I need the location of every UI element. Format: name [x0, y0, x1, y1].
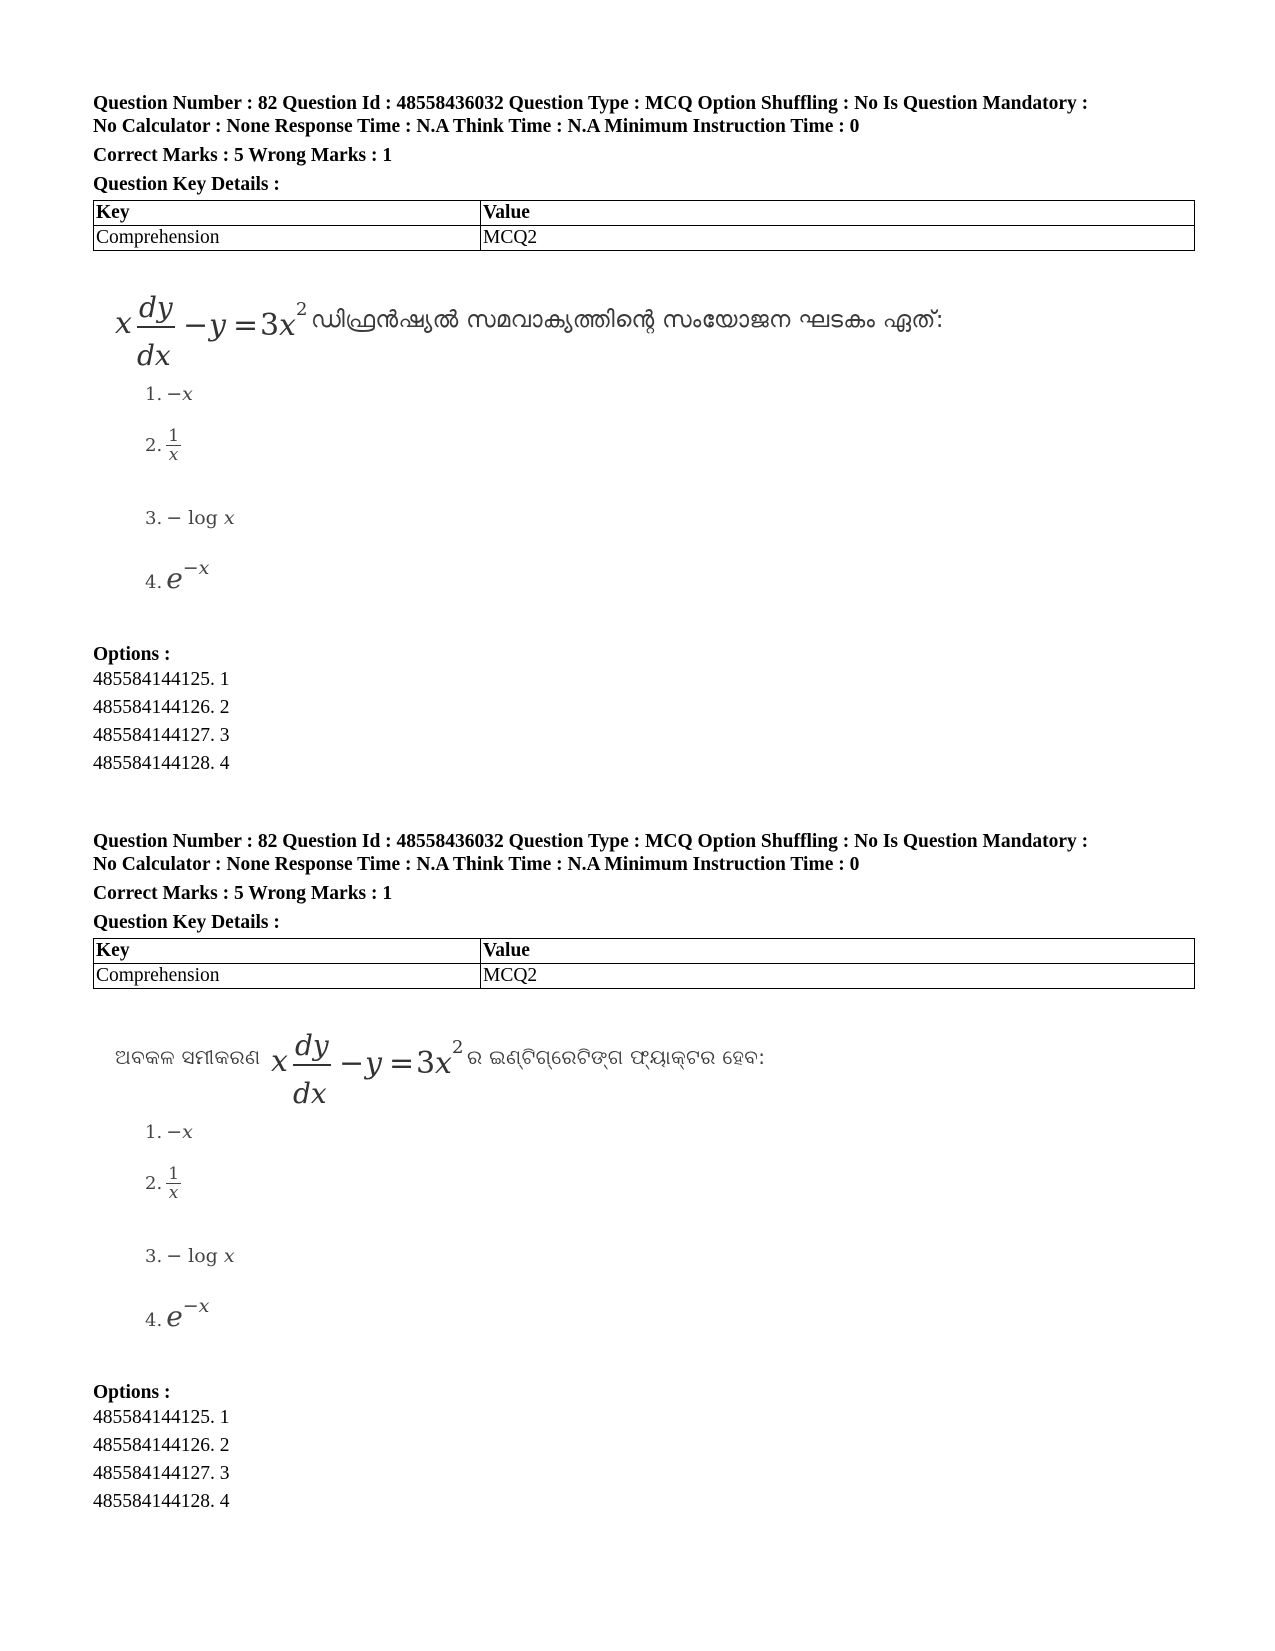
svg-text:−: − — [339, 1046, 365, 1081]
svg-text:dy: dy — [295, 1029, 329, 1062]
option-item: 485584144128. 4 — [93, 1491, 230, 1512]
question-meta-line-2: No Calculator : None Response Time : N.A Think Time : N.A Minimum Instruction Time : 0 — [93, 116, 860, 137]
image-option-1: 1. −x — [145, 383, 193, 405]
table-cell-value: MCQ2 — [481, 964, 1195, 989]
svg-text:x: x — [435, 1046, 452, 1081]
key-details-label: Question Key Details : — [93, 912, 280, 933]
table-header-key: Key — [94, 939, 481, 964]
table-header-row — [94, 939, 1195, 964]
table-row — [94, 226, 1195, 251]
question-text-odia-after: ର ଇଣ୍ଟିଗ୍ରେଟିଙ୍ଗ ଫ୍ୟାକ୍ଟର ହେବ: — [467, 1045, 766, 1069]
table-header-value: Value — [481, 201, 1195, 226]
svg-text:x: x — [271, 1044, 288, 1079]
svg-text:=: = — [233, 308, 259, 343]
svg-text:dx: dx — [137, 339, 171, 372]
options-label: Options : — [93, 1382, 171, 1403]
key-details-table — [93, 938, 1195, 989]
svg-text:−: − — [183, 308, 209, 343]
image-option-2: 2. $\frac{1}{x}$ — [145, 426, 180, 465]
svg-text:dx: dx — [293, 1077, 327, 1110]
image-option-4: 4. e−x — [145, 1295, 210, 1333]
image-option-4: 4. e−x — [145, 557, 210, 595]
marks-line: Correct Marks : 5 Wrong Marks : 1 — [93, 145, 393, 166]
image-option-3: 3. − log x — [145, 1245, 235, 1267]
option-item: 485584144125. 1 — [93, 669, 230, 690]
marks-line: Correct Marks : 5 Wrong Marks : 1 — [93, 883, 393, 904]
image-option-2: 2. $\frac{1}{x}$ — [145, 1164, 180, 1203]
question-text-malayalam: ഡിഫ്രൻഷ്യൽ സമവാക്യത്തിന്റെ സംയോജന ഘടകം ഏത്: — [311, 307, 944, 333]
svg-text:y: y — [365, 1046, 382, 1081]
option-item: 485584144127. 3 — [93, 1463, 230, 1484]
question-meta-line-1: Question Number : 82 Question Id : 48558436032 Question Type : MCQ Option Shuffling : No Is Question Mandatory : — [93, 93, 1089, 114]
table-header-value: Value — [481, 939, 1195, 964]
table-row — [94, 964, 1195, 989]
svg-text:dy: dy — [139, 291, 173, 324]
svg-text:3: 3 — [416, 1046, 436, 1081]
table-cell-value: MCQ2 — [481, 226, 1195, 251]
table-cell-key: Comprehension — [94, 964, 481, 989]
options-label: Options : — [93, 644, 171, 665]
question-meta-line-1: Question Number : 82 Question Id : 48558436032 Question Type : MCQ Option Shuffling : No Is Question Mandatory : — [93, 831, 1089, 852]
question-image — [93, 1017, 1195, 1369]
option-item: 485584144127. 3 — [93, 725, 230, 746]
svg-text:2: 2 — [296, 299, 308, 320]
svg-text:3: 3 — [260, 308, 280, 343]
svg-text:y: y — [209, 308, 226, 343]
question-text-odia-before: ଅବକଳ ସମୀକରଣ — [115, 1045, 261, 1069]
table-header-row — [94, 201, 1195, 226]
option-item: 485584144125. 1 — [93, 1407, 230, 1428]
option-item: 485584144126. 2 — [93, 697, 230, 718]
question-block-1 — [93, 92, 1195, 778]
option-item: 485584144128. 4 — [93, 753, 230, 774]
svg-text:x: x — [115, 306, 132, 341]
option-item: 485584144126. 2 — [93, 1435, 230, 1456]
table-cell-key: Comprehension — [94, 226, 481, 251]
image-option-1: 1. −x — [145, 1121, 193, 1143]
svg-text:x: x — [279, 308, 296, 343]
table-header-key: Key — [94, 201, 481, 226]
key-details-table — [93, 200, 1195, 251]
question-meta-line-2: No Calculator : None Response Time : N.A Think Time : N.A Minimum Instruction Time : 0 — [93, 854, 860, 875]
question-image — [93, 279, 1195, 631]
question-block-2 — [93, 830, 1195, 1516]
svg-text:2: 2 — [452, 1037, 464, 1058]
svg-text:=: = — [389, 1046, 415, 1081]
key-details-label: Question Key Details : — [93, 174, 280, 195]
image-option-3: 3. − log x — [145, 507, 235, 529]
